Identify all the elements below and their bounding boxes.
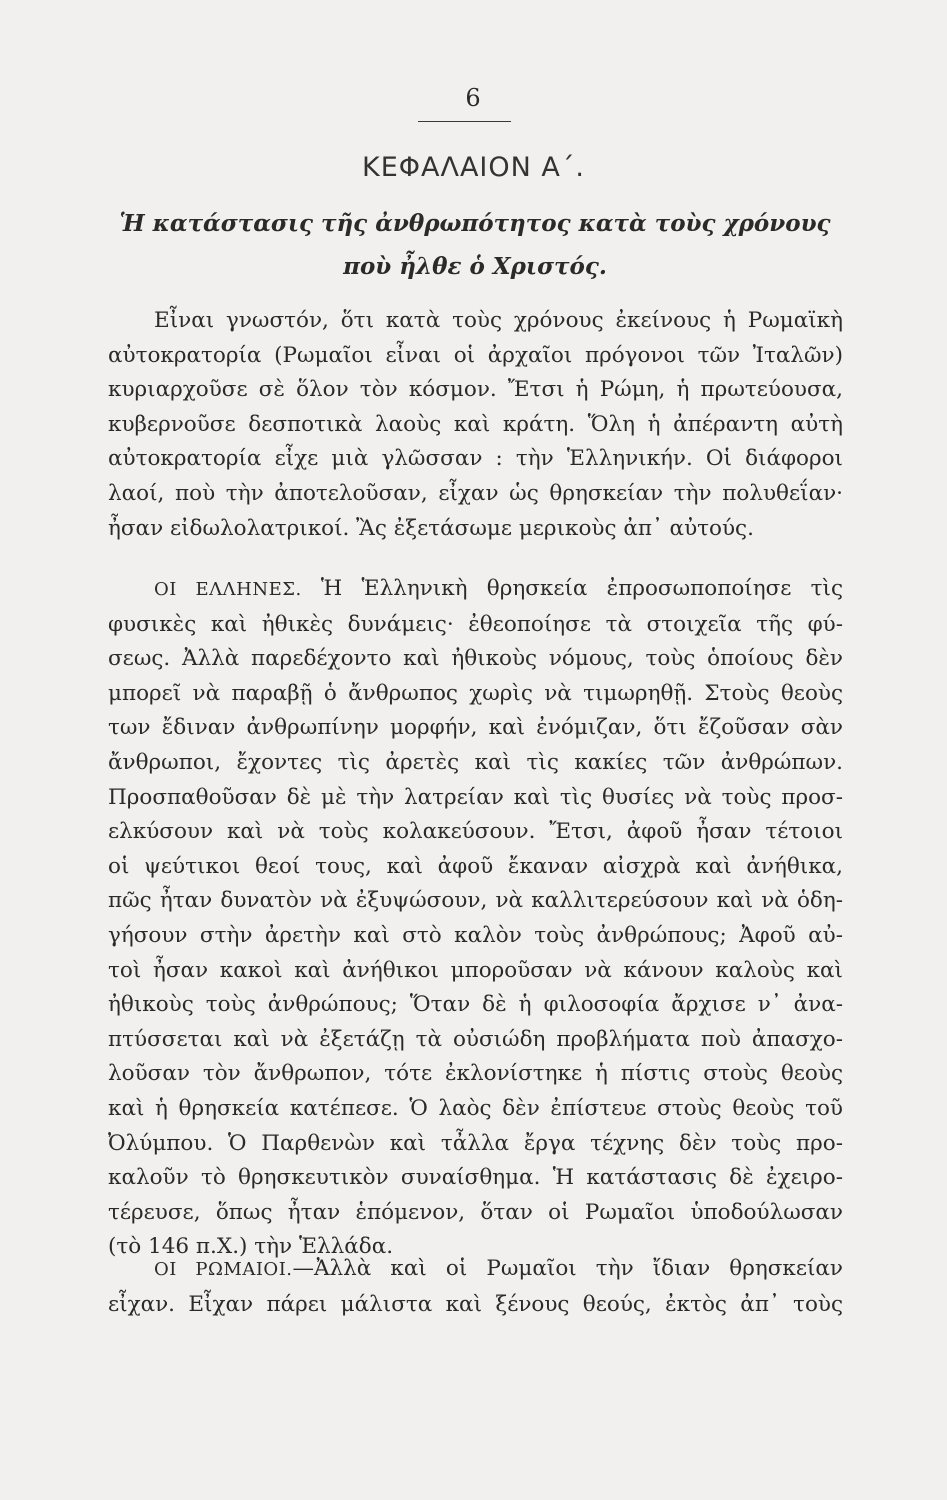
- text-line: οἱ ψεύτικοι θεοί τους, καὶ ἀφοῦ ἔκαναν αἰσχρὰ καὶ ἀνήθικα,: [108, 853, 843, 879]
- text-line: λοῦσαν τὸν ἄνθρωπον, τότε ἐκλονίστηκε ἡ πίστις στοὺς θεοὺς: [108, 1061, 843, 1087]
- text-line: ἄνθρωποι, ἔχοντες τὶς ἀρετὲς καὶ τὶς κακίες τῶν ἀνθρώπων.: [108, 749, 843, 775]
- text-line: εἶχαν. Εἶχαν πάρει μάλιστα καὶ ξένους θεούς, ἐκτὸς ἀπ᾿ τοὺς: [108, 1291, 843, 1317]
- chapter-title: ΚΕΦΑΛΑΙΟΝ Α΄.: [362, 152, 585, 183]
- text-line: τοὶ ἦσαν κακοὶ καὶ ἀνήθικοι μποροῦσαν νὰ κάνουν καλοὺς καὶ: [108, 957, 843, 983]
- paragraph-intro: [108, 304, 843, 546]
- text-line: καλοῦν τὸ θρησκευτικὸν συναίσθημα. Ἡ κατάστασις δὲ ἐχειρο-: [108, 1165, 843, 1191]
- section-heading-greeks: ΟΙ ΕΛΛΗΝΕΣ.: [154, 579, 302, 600]
- text-line: φυσικὲς καὶ ἠθικὲς δυνάμεις· ἐθεοποίησε τὰ στοιχεῖα τῆς φύ-: [108, 611, 843, 637]
- text-line: καὶ ἡ θρησκεία κατέπεσε. Ὁ λαὸς δὲν ἐπίστευε στοὺς θεοὺς τοῦ: [108, 1095, 843, 1121]
- text-fragment: —Ἀλλὰ καὶ οἱ Ρωμαῖοι τὴν ἴδιαν θρησκείαν: [292, 1256, 843, 1281]
- text-line: (τὸ 146 π.Χ.) τὴν Ἑλλάδα.: [108, 1234, 394, 1260]
- text-line: σεως. Ἀλλὰ παρεδέχοντο καὶ ἠθικοὺς νόμους, τοὺς ὁποίους δὲν: [108, 646, 843, 672]
- text-line: τέρευσε, ὅπως ἦταν ἑπόμενον, ὅταν οἱ Ρωμαῖοι ὑποδούλωσαν: [108, 1199, 843, 1225]
- text-line: κυριαρχοῦσε σὲ ὅλον τὸν κόσμον. Ἔτσι ἡ Ρώμη, ἡ πρωτεύουσα,: [108, 377, 843, 403]
- text-fragment: Ἡ Ἑλληνικὴ θρησκεία ἐπροσωποποίησε τὶς: [320, 576, 844, 601]
- text-line: κυβερνοῦσε δεσποτικὰ λαοὺς καὶ κράτη. Ὅλη ἡ ἀπέραντη αὐτὴ: [108, 411, 843, 437]
- text-line: Προσπαθοῦσαν δὲ μὲ τὴν λατρείαν καὶ τὶς θυσίες νὰ τοὺς προσ-: [108, 784, 843, 810]
- text-line: πτύσσεται καὶ νὰ ἐξετάζῃ τὰ οὐσιώδη προβλήματα ποὺ ἀπασχο-: [108, 1026, 843, 1052]
- text-line: Ὀλύμπου. Ὁ Παρθενὼν καὶ τἆλλα ἔργα τέχνης δὲν τοὺς προ-: [108, 1130, 843, 1156]
- page-number: 6: [465, 84, 482, 112]
- text-line: αὐτοκρατορία (Ρωμαῖοι εἶναι οἱ ἀρχαῖοι πρόγονοι τῶν Ἰταλῶν): [108, 342, 843, 368]
- paragraph-greeks: [108, 572, 843, 1265]
- text-line: μπορεῖ νὰ παραβῇ ὁ ἄνθρωπος χωρὶς νὰ τιμωρηθῇ. Στοὺς θεοὺς: [108, 680, 843, 706]
- page-number-rule: [418, 121, 511, 122]
- text-line: Εἶναι γνωστόν, ὅτι κατὰ τοὺς χρόνους ἐκείνους ἡ Ρωμαϊκὴ: [154, 308, 843, 333]
- text-line: λαοί, ποὺ τὴν ἀποτελοῦσαν, εἶχαν ὡς θρησκείαν τὴν πολυθεΐαν·: [108, 480, 843, 506]
- section-heading-romans: ΟΙ ΡΩΜΑΙΟΙ.: [154, 1259, 293, 1280]
- text-line: ἦσαν εἰδωλολατρικοί. Ἂς ἐξετάσωμε μερικοὺς ἀπ᾿ αὐτούς.: [108, 515, 754, 541]
- chapter-subtitle: [110, 202, 840, 288]
- subtitle-line: Ἡ κατάστασις τῆς ἀνθρωπότητος κατὰ τοὺς χρόνους: [119, 210, 831, 237]
- text-line: των ἔδιναν ἀνθρωπίνην μορφήν, καὶ ἐνόμιζαν, ὅτι ἔζοῦσαν σὰν: [108, 715, 843, 741]
- text-line: αὐτοκρατορία εἶχε μιὰ γλῶσσαν : τὴν Ἑλληνικήν. Οἱ διάφοροι: [108, 446, 843, 472]
- text-line: [108, 572, 843, 608]
- text-line: ελκύσουν καὶ νὰ τοὺς κολακεύσουν. Ἔτσι, ἀφοῦ ἦσαν τέτοιοι: [108, 819, 843, 845]
- text-line: [108, 1252, 843, 1288]
- paragraph-romans: [108, 1252, 843, 1322]
- subtitle-line: ποὺ ἦλθε ὁ Χριστός.: [343, 253, 607, 280]
- text-line: ἠθικοὺς τοὺς ἀνθρώπους; Ὅταν δὲ ἡ φιλοσοφία ἄρχισε ν᾿ ἀνα-: [108, 992, 843, 1018]
- text-line: πῶς ἦταν δυνατὸν νὰ ἐξυψώσουν, νὰ καλλιτερεύσουν καὶ νὰ ὁδη-: [108, 888, 843, 914]
- text-line: γήσουν στὴν ἀρετὴν καὶ στὸ καλὸν τοὺς ἀνθρώπους; Ἀφοῦ αὐ-: [108, 922, 843, 948]
